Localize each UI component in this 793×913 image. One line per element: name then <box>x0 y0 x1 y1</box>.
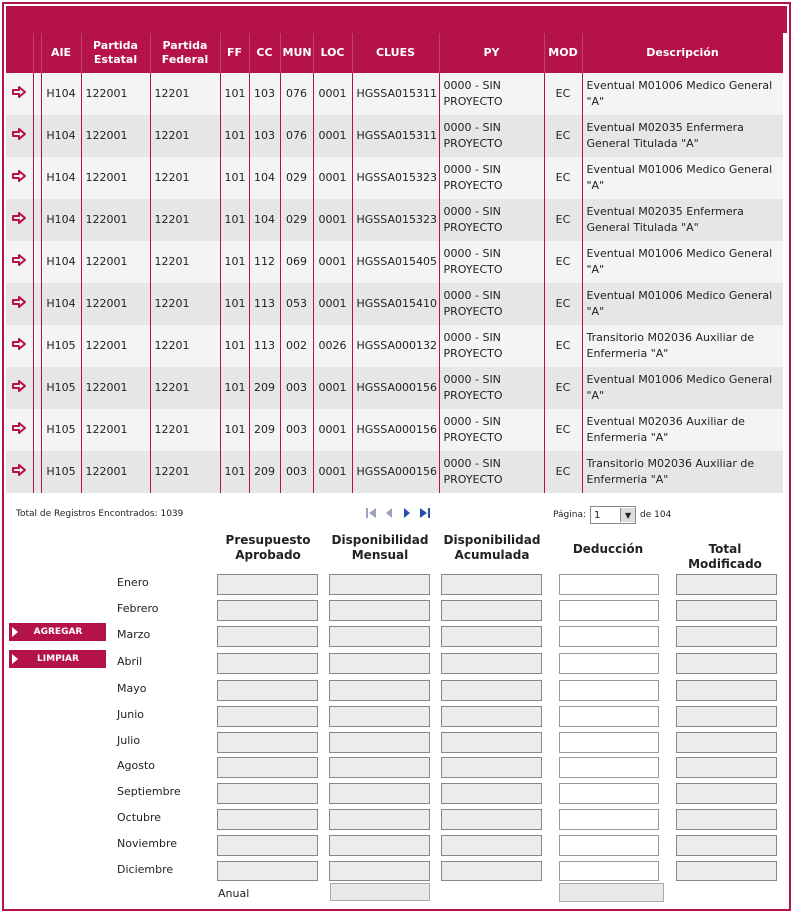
table-row[interactable] <box>6 367 783 409</box>
row-spacer <box>33 199 41 241</box>
column-header: Partida Estatal <box>81 33 150 73</box>
total-modificado-field[interactable] <box>676 861 777 881</box>
last-page-icon[interactable] <box>418 506 432 520</box>
arrow-right-icon[interactable] <box>6 241 33 283</box>
month-label: Marzo <box>117 628 151 641</box>
total-modificado-field[interactable] <box>676 680 777 701</box>
cell-ff: 101 <box>220 283 249 325</box>
cell-aie: H105 <box>41 325 81 367</box>
cell-ff: 101 <box>220 409 249 451</box>
disp-acumulada-field[interactable] <box>441 809 542 830</box>
cell-py: 0000 - SIN PROYECTO <box>439 199 544 241</box>
cell-py: 0000 - SIN PROYECTO <box>439 451 544 493</box>
cell-clues: HGSSA015405 <box>352 241 439 283</box>
cell-loc: 0001 <box>313 283 352 325</box>
cell-cc: 104 <box>249 157 280 199</box>
cell-mun: 076 <box>280 73 313 115</box>
disp-mensual-field[interactable] <box>329 680 430 701</box>
cell-py: 0000 - SIN PROYECTO <box>439 283 544 325</box>
disp-mensual-field[interactable] <box>329 861 430 881</box>
presupuesto-field[interactable] <box>217 835 318 856</box>
cell-ff: 101 <box>220 325 249 367</box>
month-label: Mayo <box>117 682 147 695</box>
cell-py: 0000 - SIN PROYECTO <box>439 241 544 283</box>
cell-mod: EC <box>544 115 582 157</box>
disp-acumulada-field[interactable] <box>441 732 542 753</box>
disp-mensual-field[interactable] <box>329 783 430 804</box>
row-spacer <box>33 325 41 367</box>
cell-clues: HGSSA000132 <box>352 325 439 367</box>
row-spacer <box>33 241 41 283</box>
cell-mun: 029 <box>280 157 313 199</box>
records-grid <box>6 33 783 499</box>
disp-mensual-field[interactable] <box>329 653 430 674</box>
first-page-icon[interactable] <box>364 506 378 520</box>
cell-desc: Eventual M01006 Medico General "A" <box>582 241 783 283</box>
cell-loc: 0001 <box>313 199 352 241</box>
cell-desc: Eventual M02036 Auxiliar de Enfermeria "A" <box>582 409 783 451</box>
cell-clues: HGSSA015311 <box>352 115 439 157</box>
deduccion-input[interactable] <box>559 653 659 674</box>
total-modificado-field[interactable] <box>676 783 777 804</box>
prev-page-icon[interactable] <box>382 506 396 520</box>
deduccion-input[interactable] <box>559 626 659 647</box>
table-row[interactable] <box>6 241 783 283</box>
cell-desc: Eventual M01006 Medico General "A" <box>582 73 783 115</box>
table-row[interactable] <box>6 409 783 451</box>
anual-label: Anual <box>218 887 250 900</box>
total-modificado-field[interactable] <box>676 706 777 727</box>
cell-estatal: 122001 <box>81 115 150 157</box>
cell-py: 0000 - SIN PROYECTO <box>439 325 544 367</box>
disp-mensual-field[interactable] <box>329 757 430 778</box>
agregar-button[interactable]: AGREGAR <box>9 623 106 641</box>
cell-loc: 0001 <box>313 451 352 493</box>
month-label: Diciembre <box>117 863 174 876</box>
deduccion-input[interactable] <box>559 861 659 881</box>
cell-federal: 12201 <box>150 451 220 493</box>
disp-mensual-field[interactable] <box>329 835 430 856</box>
cell-aie: H105 <box>41 409 81 451</box>
cell-mod: EC <box>544 409 582 451</box>
row-spacer <box>33 73 41 115</box>
cell-federal: 12201 <box>150 367 220 409</box>
cell-clues: HGSSA015323 <box>352 157 439 199</box>
deduccion-input[interactable] <box>559 706 659 727</box>
cell-mun: 029 <box>280 199 313 241</box>
deduccion-input[interactable] <box>559 574 659 595</box>
month-label: Febrero <box>117 602 159 615</box>
column-header: Partida Federal <box>150 33 220 73</box>
column-header: AIE <box>41 33 81 73</box>
arrow-right-icon[interactable] <box>6 73 33 115</box>
cell-mun: 002 <box>280 325 313 367</box>
row-spacer <box>33 283 41 325</box>
deduccion-input[interactable] <box>559 783 659 804</box>
cell-federal: 12201 <box>150 325 220 367</box>
month-label: Septiembre <box>117 785 181 798</box>
cell-estatal: 122001 <box>81 157 150 199</box>
table-row[interactable] <box>6 283 783 325</box>
disp-acumulada-field[interactable] <box>441 653 542 674</box>
cell-clues: HGSSA015311 <box>352 73 439 115</box>
cell-mod: EC <box>544 199 582 241</box>
disp-acumulada-field[interactable] <box>441 706 542 727</box>
row-spacer <box>33 409 41 451</box>
records-table <box>6 33 783 493</box>
disp-mensual-field[interactable] <box>329 626 430 647</box>
month-label: Noviembre <box>117 837 178 850</box>
total-modificado-field[interactable] <box>676 757 777 778</box>
cell-desc: Eventual M01006 Medico General "A" <box>582 157 783 199</box>
total-modificado-field[interactable] <box>676 574 777 595</box>
disp-acumulada-field[interactable] <box>441 574 542 595</box>
column-header <box>33 33 41 73</box>
presupuesto-field[interactable] <box>217 574 318 595</box>
total-modificado-field[interactable] <box>676 600 777 621</box>
cell-aie: H104 <box>41 157 81 199</box>
cell-desc: Eventual M01006 Medico General "A" <box>582 367 783 409</box>
presupuesto-field[interactable] <box>217 653 318 674</box>
month-label: Junio <box>117 708 144 721</box>
cell-desc: Eventual M02035 Enfermera General Titulada "A" <box>582 115 783 157</box>
cell-py: 0000 - SIN PROYECTO <box>439 409 544 451</box>
arrow-right-icon[interactable] <box>6 451 33 493</box>
cell-estatal: 122001 <box>81 283 150 325</box>
cell-mun: 003 <box>280 367 313 409</box>
cell-py: 0000 - SIN PROYECTO <box>439 115 544 157</box>
cell-ff: 101 <box>220 199 249 241</box>
column-header: CLUES <box>352 33 439 73</box>
col-header-deduccion: Deducción <box>572 542 644 556</box>
presupuesto-field[interactable] <box>217 706 318 727</box>
page-selector-group <box>553 506 671 524</box>
cell-loc: 0001 <box>313 157 352 199</box>
cell-mod: EC <box>544 325 582 367</box>
presupuesto-field[interactable] <box>217 732 318 753</box>
cell-aie: H104 <box>41 241 81 283</box>
deduccion-input[interactable] <box>559 757 659 778</box>
cell-mod: EC <box>544 157 582 199</box>
cell-py: 0000 - SIN PROYECTO <box>439 367 544 409</box>
cell-desc: Eventual M01006 Medico General "A" <box>582 283 783 325</box>
disp-mensual-field[interactable] <box>329 732 430 753</box>
cell-mun: 053 <box>280 283 313 325</box>
arrow-right-icon[interactable] <box>6 157 33 199</box>
presupuesto-field[interactable] <box>217 861 318 881</box>
anual-deduccion-field <box>559 883 664 902</box>
total-records-text: Total de Registros Encontrados: 1039 <box>16 509 184 519</box>
disp-mensual-field[interactable] <box>329 574 430 595</box>
presupuesto-field[interactable] <box>217 757 318 778</box>
column-header <box>6 33 33 73</box>
cell-estatal: 122001 <box>81 451 150 493</box>
column-header: PY <box>439 33 544 73</box>
month-label: Octubre <box>117 811 162 824</box>
pager-nav <box>364 506 432 520</box>
cell-aie: H104 <box>41 115 81 157</box>
cell-estatal: 122001 <box>81 409 150 451</box>
arrow-right-icon[interactable] <box>6 367 33 409</box>
cell-federal: 12201 <box>150 157 220 199</box>
cell-ff: 101 <box>220 241 249 283</box>
limpiar-button[interactable]: LIMPIAR <box>9 650 106 668</box>
month-label: Agosto <box>117 759 156 772</box>
deduccion-input[interactable] <box>559 680 659 701</box>
cell-mod: EC <box>544 451 582 493</box>
cell-loc: 0001 <box>313 73 352 115</box>
col-header-total-modificado: Total Modificado <box>688 542 762 571</box>
title-bar <box>6 6 787 33</box>
deduccion-input[interactable] <box>559 600 659 621</box>
table-row[interactable] <box>6 73 783 115</box>
cell-cc: 209 <box>249 367 280 409</box>
cell-estatal: 122001 <box>81 325 150 367</box>
arrow-right-icon[interactable] <box>6 199 33 241</box>
cell-cc: 113 <box>249 283 280 325</box>
cell-ff: 101 <box>220 73 249 115</box>
cell-aie: H104 <box>41 73 81 115</box>
table-row[interactable] <box>6 157 783 199</box>
cell-loc: 0001 <box>313 409 352 451</box>
disp-mensual-field[interactable] <box>329 600 430 621</box>
cell-cc: 104 <box>249 199 280 241</box>
presupuesto-field[interactable] <box>217 809 318 830</box>
row-spacer <box>33 115 41 157</box>
column-header: MUN <box>280 33 313 73</box>
disp-acumulada-field[interactable] <box>441 626 542 647</box>
column-header: FF <box>220 33 249 73</box>
deduccion-input[interactable] <box>559 809 659 830</box>
cell-cc: 113 <box>249 325 280 367</box>
cell-aie: H105 <box>41 367 81 409</box>
cell-clues: HGSSA000156 <box>352 409 439 451</box>
col-header-disp-mensual: Disponibilidad Mensual <box>331 533 429 562</box>
month-label: Abril <box>117 655 143 668</box>
cell-federal: 12201 <box>150 283 220 325</box>
disp-acumulada-field[interactable] <box>441 757 542 778</box>
presupuesto-field[interactable] <box>217 680 318 701</box>
presupuesto-field[interactable] <box>217 626 318 647</box>
table-row[interactable] <box>6 325 783 367</box>
disp-acumulada-field[interactable] <box>441 861 542 881</box>
total-modificado-field[interactable] <box>676 653 777 674</box>
cell-clues: HGSSA015323 <box>352 199 439 241</box>
cell-py: 0000 - SIN PROYECTO <box>439 73 544 115</box>
cell-ff: 101 <box>220 157 249 199</box>
cell-py: 0000 - SIN PROYECTO <box>439 157 544 199</box>
total-modificado-field[interactable] <box>676 626 777 647</box>
cell-cc: 112 <box>249 241 280 283</box>
page-count-text: de 104 <box>640 510 672 520</box>
arrow-right-icon[interactable] <box>6 409 33 451</box>
presupuesto-field[interactable] <box>217 783 318 804</box>
cell-estatal: 122001 <box>81 199 150 241</box>
presupuesto-field[interactable] <box>217 600 318 621</box>
table-row[interactable] <box>6 199 783 241</box>
cell-estatal: 122001 <box>81 73 150 115</box>
deduccion-input[interactable] <box>559 732 659 753</box>
cell-ff: 101 <box>220 367 249 409</box>
cell-federal: 12201 <box>150 409 220 451</box>
cell-estatal: 122001 <box>81 241 150 283</box>
cell-loc: 0001 <box>313 241 352 283</box>
month-label: Enero <box>117 576 149 589</box>
cell-aie: H105 <box>41 451 81 493</box>
row-spacer <box>33 367 41 409</box>
disp-acumulada-field[interactable] <box>441 783 542 804</box>
disp-acumulada-field[interactable] <box>441 835 542 856</box>
cell-federal: 12201 <box>150 241 220 283</box>
cell-cc: 103 <box>249 73 280 115</box>
cell-cc: 209 <box>249 409 280 451</box>
cell-loc: 0001 <box>313 115 352 157</box>
page-select[interactable] <box>590 506 636 524</box>
cell-loc: 0026 <box>313 325 352 367</box>
cell-aie: H104 <box>41 283 81 325</box>
month-label: Julio <box>117 734 141 747</box>
column-header: CC <box>249 33 280 73</box>
cell-desc: Eventual M02035 Enfermera General Titulada "A" <box>582 199 783 241</box>
disp-acumulada-field[interactable] <box>441 680 542 701</box>
cell-clues: HGSSA000156 <box>352 451 439 493</box>
page-label: Página: <box>553 510 587 520</box>
cell-mod: EC <box>544 73 582 115</box>
cell-cc: 103 <box>249 115 280 157</box>
cell-mod: EC <box>544 241 582 283</box>
table-row[interactable] <box>6 115 783 157</box>
total-modificado-field[interactable] <box>676 835 777 856</box>
cell-mun: 069 <box>280 241 313 283</box>
disp-mensual-field[interactable] <box>329 706 430 727</box>
column-header: MOD <box>544 33 582 73</box>
cell-mod: EC <box>544 283 582 325</box>
col-header-presupuesto: Presupuesto Aprobado <box>225 533 311 562</box>
cell-federal: 12201 <box>150 115 220 157</box>
cell-loc: 0001 <box>313 367 352 409</box>
cell-mun: 003 <box>280 409 313 451</box>
disp-acumulada-field[interactable] <box>441 600 542 621</box>
cell-cc: 209 <box>249 451 280 493</box>
anual-disp-mensual-field <box>330 883 430 901</box>
row-spacer <box>33 451 41 493</box>
arrow-right-icon[interactable] <box>6 325 33 367</box>
total-modificado-field[interactable] <box>676 809 777 830</box>
arrow-right-icon[interactable] <box>6 283 33 325</box>
cell-aie: H104 <box>41 199 81 241</box>
col-header-disp-acumulada: Disponibilidad Acumulada <box>443 533 541 562</box>
cell-federal: 12201 <box>150 73 220 115</box>
cell-mod: EC <box>544 367 582 409</box>
cell-ff: 101 <box>220 451 249 493</box>
cell-estatal: 122001 <box>81 367 150 409</box>
column-header: LOC <box>313 33 352 73</box>
table-header-row <box>6 33 783 73</box>
cell-desc: Transitorio M02036 Auxiliar de Enfermeria "A" <box>582 325 783 367</box>
row-spacer <box>33 157 41 199</box>
next-page-icon[interactable] <box>400 506 414 520</box>
page-select-value: 1 <box>594 509 601 521</box>
column-header: Descripción <box>582 33 783 73</box>
cell-clues: HGSSA000156 <box>352 367 439 409</box>
cell-mun: 076 <box>280 115 313 157</box>
cell-clues: HGSSA015410 <box>352 283 439 325</box>
chevron-down-icon[interactable]: ▼ <box>620 508 635 522</box>
cell-ff: 101 <box>220 115 249 157</box>
table-row[interactable] <box>6 451 783 493</box>
arrow-right-icon[interactable] <box>6 115 33 157</box>
deduccion-input[interactable] <box>559 835 659 856</box>
disp-mensual-field[interactable] <box>329 809 430 830</box>
cell-mun: 003 <box>280 451 313 493</box>
cell-desc: Transitorio M02036 Auxiliar de Enfermeria "A" <box>582 451 783 493</box>
cell-federal: 12201 <box>150 199 220 241</box>
total-modificado-field[interactable] <box>676 732 777 753</box>
